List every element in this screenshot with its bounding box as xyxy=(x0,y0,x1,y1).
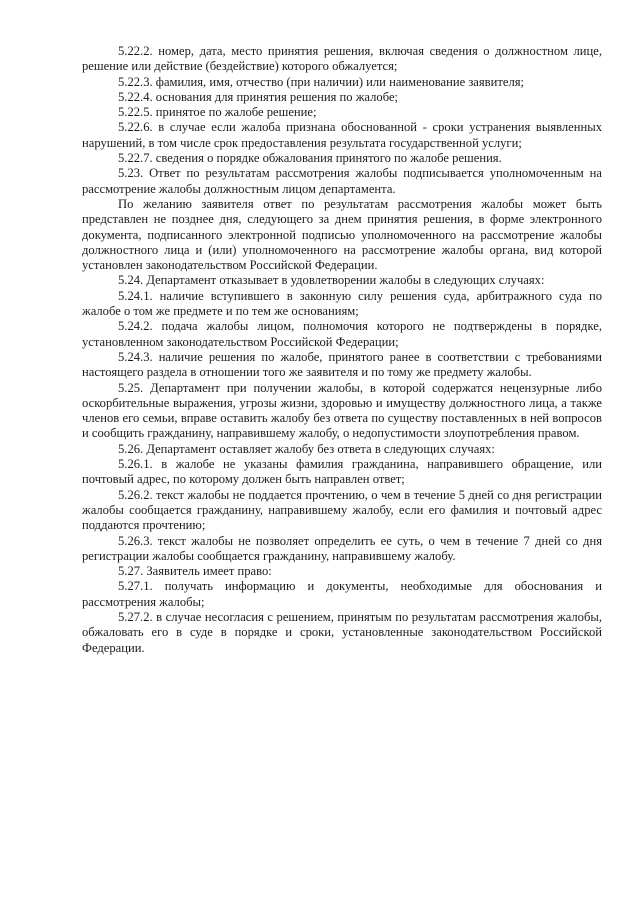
paragraph-5-26-2: 5.26.2. текст жалобы не поддается прочтению, о чем в течение 5 дней со дня регистрации жалобы сообщается гражданину, направившему жалобу, если его фамилия и почтовый адрес поддаются прочтению; xyxy=(82,487,602,533)
paragraph-5-24-1: 5.24.1. наличие вступившего в законную силу решения суда, арбитражного суда по жалобе о том же предмете и по тем же основаниям; xyxy=(82,288,602,319)
paragraph-5-23: 5.23. Ответ по результатам рассмотрения жалобы подписывается уполномоченным на рассмотрение жалобы должностным лицом департамента. xyxy=(82,166,602,196)
paragraph-5-22-3: 5.22.3. фамилия, имя, отчество (при наличии) или наименование заявителя; xyxy=(118,74,525,89)
paragraph-5-27-2: 5.27.2. в случае несогласия с решением, принятым по результатам рассмотрения жалобы, обжаловать его в суде в порядке и сроки, установленные законодательством Российской Федерации. xyxy=(82,609,602,655)
paragraph-5-27: 5.27. Заявитель имеет право: xyxy=(118,564,272,579)
paragraph-5-26: 5.26. Департамент оставляет жалобу без ответа в следующих случаях: xyxy=(118,441,495,456)
paragraph-5-27-1: 5.27.1. получать информацию и документы, необходимые для обоснования и рассмотрения жалобы; xyxy=(82,579,602,609)
paragraph-5-22-2: 5.22.2. номер, дата, место принятия решения, включая сведения о должностном лице, решение или действие (бездействие) которого обжалуется; xyxy=(82,44,602,74)
paragraph-5-24-3: 5.24.3. наличие решения по жалобе, принятого ранее в соответствии с требованиями настоящего раздела в отношении того же заявителя и по тому же предмету жалобы. xyxy=(82,349,602,380)
paragraph-5-24-2: 5.24.2. подача жалобы лицом, полномочия которого не подтверждены в порядке, установленном законодательством Российской Федерации; xyxy=(82,319,602,349)
paragraph-5-22-4: 5.22.4. основания для принятия решения по жалобе; xyxy=(118,89,399,104)
paragraph-5-24: 5.24. Департамент отказывает в удовлетворении жалобы в следующих случаях: xyxy=(118,273,545,288)
paragraph-5-25: 5.25. Департамент при получении жалобы, в которой содержатся нецензурные либо оскорбительные выражения, угрозы жизни, здоровью и имуществу должностного лица, а также членов его семьи, вправе оставить жалобу без ответа по существу поставленных в ней вопросов и сообщить гражданину, направившему жалобу, о недопустимости злоупотребления правом. xyxy=(82,380,602,441)
paragraph-5-22-6: 5.22.6. в случае если жалоба признана обоснованной - сроки устранения выявленных нарушений, в том числе срок предоставления результата государственной услуги; xyxy=(82,120,602,150)
paragraph-5-22-5: 5.22.5. принятое по жалобе решение; xyxy=(118,105,317,120)
paragraph-5-23-electronic: По желанию заявителя ответ по результатам рассмотрения жалобы может быть представлен не позднее дня, следующего за днем принятия решения, в форме электронного документа, подписанного электронной подписью уполномоченного на рассмотрение жалобы должностного лица и (или) уполномоченного на рассмотрение жалобы органа, вид которой установлен законодательством Российской Федерации. xyxy=(82,196,602,273)
document-page xyxy=(82,44,602,656)
paragraph-5-22-7: 5.22.7. сведения о порядке обжалования принятого по жалобе решения. xyxy=(118,151,502,166)
paragraph-5-26-1: 5.26.1. в жалобе не указаны фамилия гражданина, направившего обращение, или почтовый адрес, по которому должен быть направлен ответ; xyxy=(82,457,602,487)
paragraph-5-26-3: 5.26.3. текст жалобы не позволяет определить ее суть, о чем в течение 7 дней со дня регистрации жалобы сообщается гражданину, направившему жалобу. xyxy=(82,533,602,563)
